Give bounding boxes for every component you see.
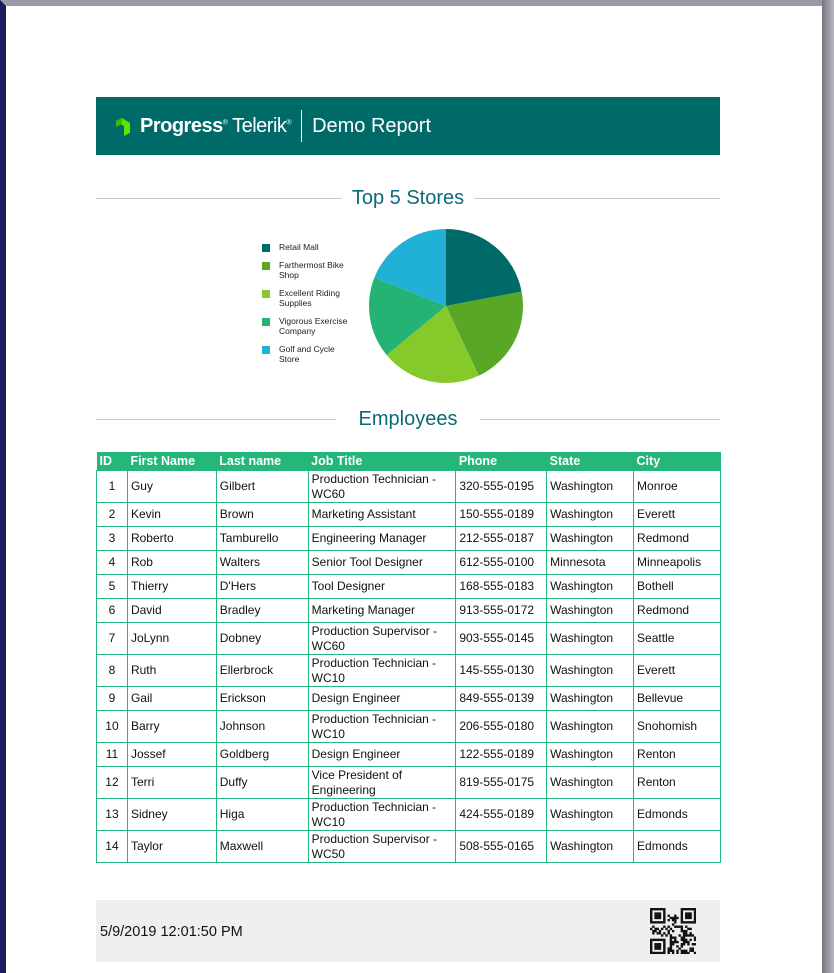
table-cell: Renton — [634, 743, 721, 767]
table-cell: Engineering Manager — [308, 527, 456, 551]
table-cell: Jossef — [127, 743, 216, 767]
table-cell: Bothell — [634, 575, 721, 599]
table-cell: Maxwell — [216, 831, 308, 863]
table-cell: 819-555-0175 — [456, 767, 547, 799]
legend-label: Vigorous Exercise Company — [279, 315, 348, 336]
table-row — [97, 527, 721, 551]
table-cell: 508-555-0165 — [456, 831, 547, 863]
table-cell: Bellevue — [634, 687, 721, 711]
title-rule-left — [96, 198, 344, 199]
table-cell: Higa — [216, 799, 308, 831]
table-row — [97, 799, 721, 831]
table-cell: Renton — [634, 767, 721, 799]
table-cell: Washington — [547, 831, 634, 863]
table-cell: 168-555-0183 — [456, 575, 547, 599]
table-cell: Washington — [547, 743, 634, 767]
stores-title: Top 5 Stores — [342, 187, 474, 210]
table-cell: Washington — [547, 471, 634, 503]
table-cell: Ellerbrock — [216, 655, 308, 687]
table-cell: Guy — [127, 471, 216, 503]
brand-name: Progress® Telerik® — [140, 114, 292, 137]
table-cell: 424-555-0189 — [456, 799, 547, 831]
table-cell: Washington — [547, 711, 634, 743]
legend-item — [262, 344, 362, 365]
title-rule-right — [472, 198, 720, 199]
table-cell: Dobney — [216, 623, 308, 655]
table-cell: 3 — [97, 527, 128, 551]
table-cell: Washington — [547, 623, 634, 655]
table-cell: Vice President of Engineering — [308, 767, 456, 799]
chart-legend — [262, 242, 362, 372]
table-header-row — [97, 452, 721, 471]
table-row — [97, 711, 721, 743]
table-cell: 1 — [97, 471, 128, 503]
pie-plot — [366, 226, 526, 386]
table-cell: Erickson — [216, 687, 308, 711]
table-cell: 206-555-0180 — [456, 711, 547, 743]
table-cell: 849-555-0139 — [456, 687, 547, 711]
table-cell: 320-555-0195 — [456, 471, 547, 503]
legend-item — [262, 242, 362, 253]
table-cell: 10 — [97, 711, 128, 743]
legend-label: Retail Mall — [279, 242, 319, 252]
table-cell: Marketing Manager — [308, 599, 456, 623]
legend-item — [262, 288, 362, 309]
table-cell: 913-555-0172 — [456, 599, 547, 623]
legend-swatch — [262, 262, 270, 270]
table-cell: Redmond — [634, 527, 721, 551]
table-cell: 14 — [97, 831, 128, 863]
table-cell: Roberto — [127, 527, 216, 551]
table-cell: Gilbert — [216, 471, 308, 503]
table-cell: 11 — [97, 743, 128, 767]
table-cell: Washington — [547, 799, 634, 831]
qr-code — [650, 908, 696, 954]
column-header: First Name — [127, 452, 216, 471]
report-header — [96, 97, 720, 155]
legend-swatch — [262, 290, 270, 298]
legend-swatch — [262, 346, 270, 354]
table-cell: Senior Tool Designer — [308, 551, 456, 575]
employees-section-title — [96, 404, 720, 434]
table-cell: Marketing Assistant — [308, 503, 456, 527]
table-cell: Bradley — [216, 599, 308, 623]
table-cell: 212-555-0187 — [456, 527, 547, 551]
table-cell: 150-555-0189 — [456, 503, 547, 527]
table-cell: Production Supervisor - WC50 — [308, 831, 456, 863]
table-cell: Washington — [547, 575, 634, 599]
legend-item — [262, 316, 362, 337]
table-cell: JoLynn — [127, 623, 216, 655]
table-cell: D'Hers — [216, 575, 308, 599]
table-cell: Tamburello — [216, 527, 308, 551]
table-cell: Barry — [127, 711, 216, 743]
table-row — [97, 743, 721, 767]
table-cell: 8 — [97, 655, 128, 687]
table-row — [97, 767, 721, 799]
table-cell: 9 — [97, 687, 128, 711]
table-row — [97, 575, 721, 599]
table-cell: 6 — [97, 599, 128, 623]
table-cell: Terri — [127, 767, 216, 799]
table-cell: Tool Designer — [308, 575, 456, 599]
table-cell: Goldberg — [216, 743, 308, 767]
table-cell: David — [127, 599, 216, 623]
table-cell: Edmonds — [634, 831, 721, 863]
table-cell: Walters — [216, 551, 308, 575]
column-header: State — [547, 452, 634, 471]
table-cell: 4 — [97, 551, 128, 575]
table-cell: 12 — [97, 767, 128, 799]
table-row — [97, 551, 721, 575]
table-row — [97, 471, 721, 503]
table-cell: Duffy — [216, 767, 308, 799]
table-cell: Production Technician - WC60 — [308, 471, 456, 503]
table-cell: Gail — [127, 687, 216, 711]
report-timestamp: 5/9/2019 12:01:50 PM — [100, 924, 243, 940]
table-cell: Production Supervisor - WC60 — [308, 623, 456, 655]
table-row — [97, 503, 721, 527]
table-cell: Design Engineer — [308, 687, 456, 711]
table-cell: Production Technician - WC10 — [308, 711, 456, 743]
table-cell: Edmonds — [634, 799, 721, 831]
table-cell: Monroe — [634, 471, 721, 503]
column-header: Phone — [456, 452, 547, 471]
table-cell: 612-555-0100 — [456, 551, 547, 575]
employees-title: Employees — [349, 408, 468, 431]
table-cell: Rob — [127, 551, 216, 575]
header-divider — [301, 110, 302, 142]
table-cell: 2 — [97, 503, 128, 527]
column-header: ID — [97, 452, 128, 471]
legend-swatch — [262, 318, 270, 326]
legend-label: Golf and Cycle Store — [279, 343, 335, 364]
table-cell: 13 — [97, 799, 128, 831]
table-cell: 7 — [97, 623, 128, 655]
table-cell: Washington — [547, 599, 634, 623]
table-row — [97, 623, 721, 655]
progress-logo-icon — [114, 115, 136, 137]
table-row — [97, 687, 721, 711]
title-rule-right — [480, 419, 720, 420]
table-row — [97, 831, 721, 863]
table-cell: Production Technician - WC10 — [308, 799, 456, 831]
table-cell: 903-555-0145 — [456, 623, 547, 655]
table-cell: Snohomish — [634, 711, 721, 743]
page-shadow — [822, 0, 834, 973]
table-cell: Washington — [547, 655, 634, 687]
table-cell: Kevin — [127, 503, 216, 527]
stores-section-title — [96, 183, 720, 213]
table-cell: Redmond — [634, 599, 721, 623]
report-title: Demo Report — [312, 114, 431, 137]
stores-pie-chart — [262, 226, 532, 386]
title-rule-left — [96, 419, 336, 420]
legend-label: Farthermost Bike Shop — [279, 259, 344, 280]
table-cell: Design Engineer — [308, 743, 456, 767]
table-cell: Ruth — [127, 655, 216, 687]
table-cell: Thierry — [127, 575, 216, 599]
column-header: Job Title — [308, 452, 456, 471]
table-cell: Everett — [634, 503, 721, 527]
table-row — [97, 655, 721, 687]
table-cell: Production Technician - WC10 — [308, 655, 456, 687]
legend-label: Excellent Riding Supplies — [279, 287, 340, 308]
table-cell: Taylor — [127, 831, 216, 863]
table-cell: Minneapolis — [634, 551, 721, 575]
table-cell: Washington — [547, 767, 634, 799]
table-cell: Sidney — [127, 799, 216, 831]
report-footer — [96, 900, 720, 962]
table-cell: Washington — [547, 687, 634, 711]
table-cell: 145-555-0130 — [456, 655, 547, 687]
table-cell: Washington — [547, 527, 634, 551]
table-cell: Seattle — [634, 623, 721, 655]
table-cell: Johnson — [216, 711, 308, 743]
table-cell: Washington — [547, 503, 634, 527]
table-cell: Everett — [634, 655, 721, 687]
employees-table — [96, 452, 721, 863]
legend-swatch — [262, 244, 270, 252]
table-cell: 122-555-0189 — [456, 743, 547, 767]
table-cell: Brown — [216, 503, 308, 527]
table-row — [97, 599, 721, 623]
column-header: Last name — [216, 452, 308, 471]
table-cell: Minnesota — [547, 551, 634, 575]
legend-item — [262, 260, 362, 281]
column-header: City — [634, 452, 721, 471]
table-cell: 5 — [97, 575, 128, 599]
